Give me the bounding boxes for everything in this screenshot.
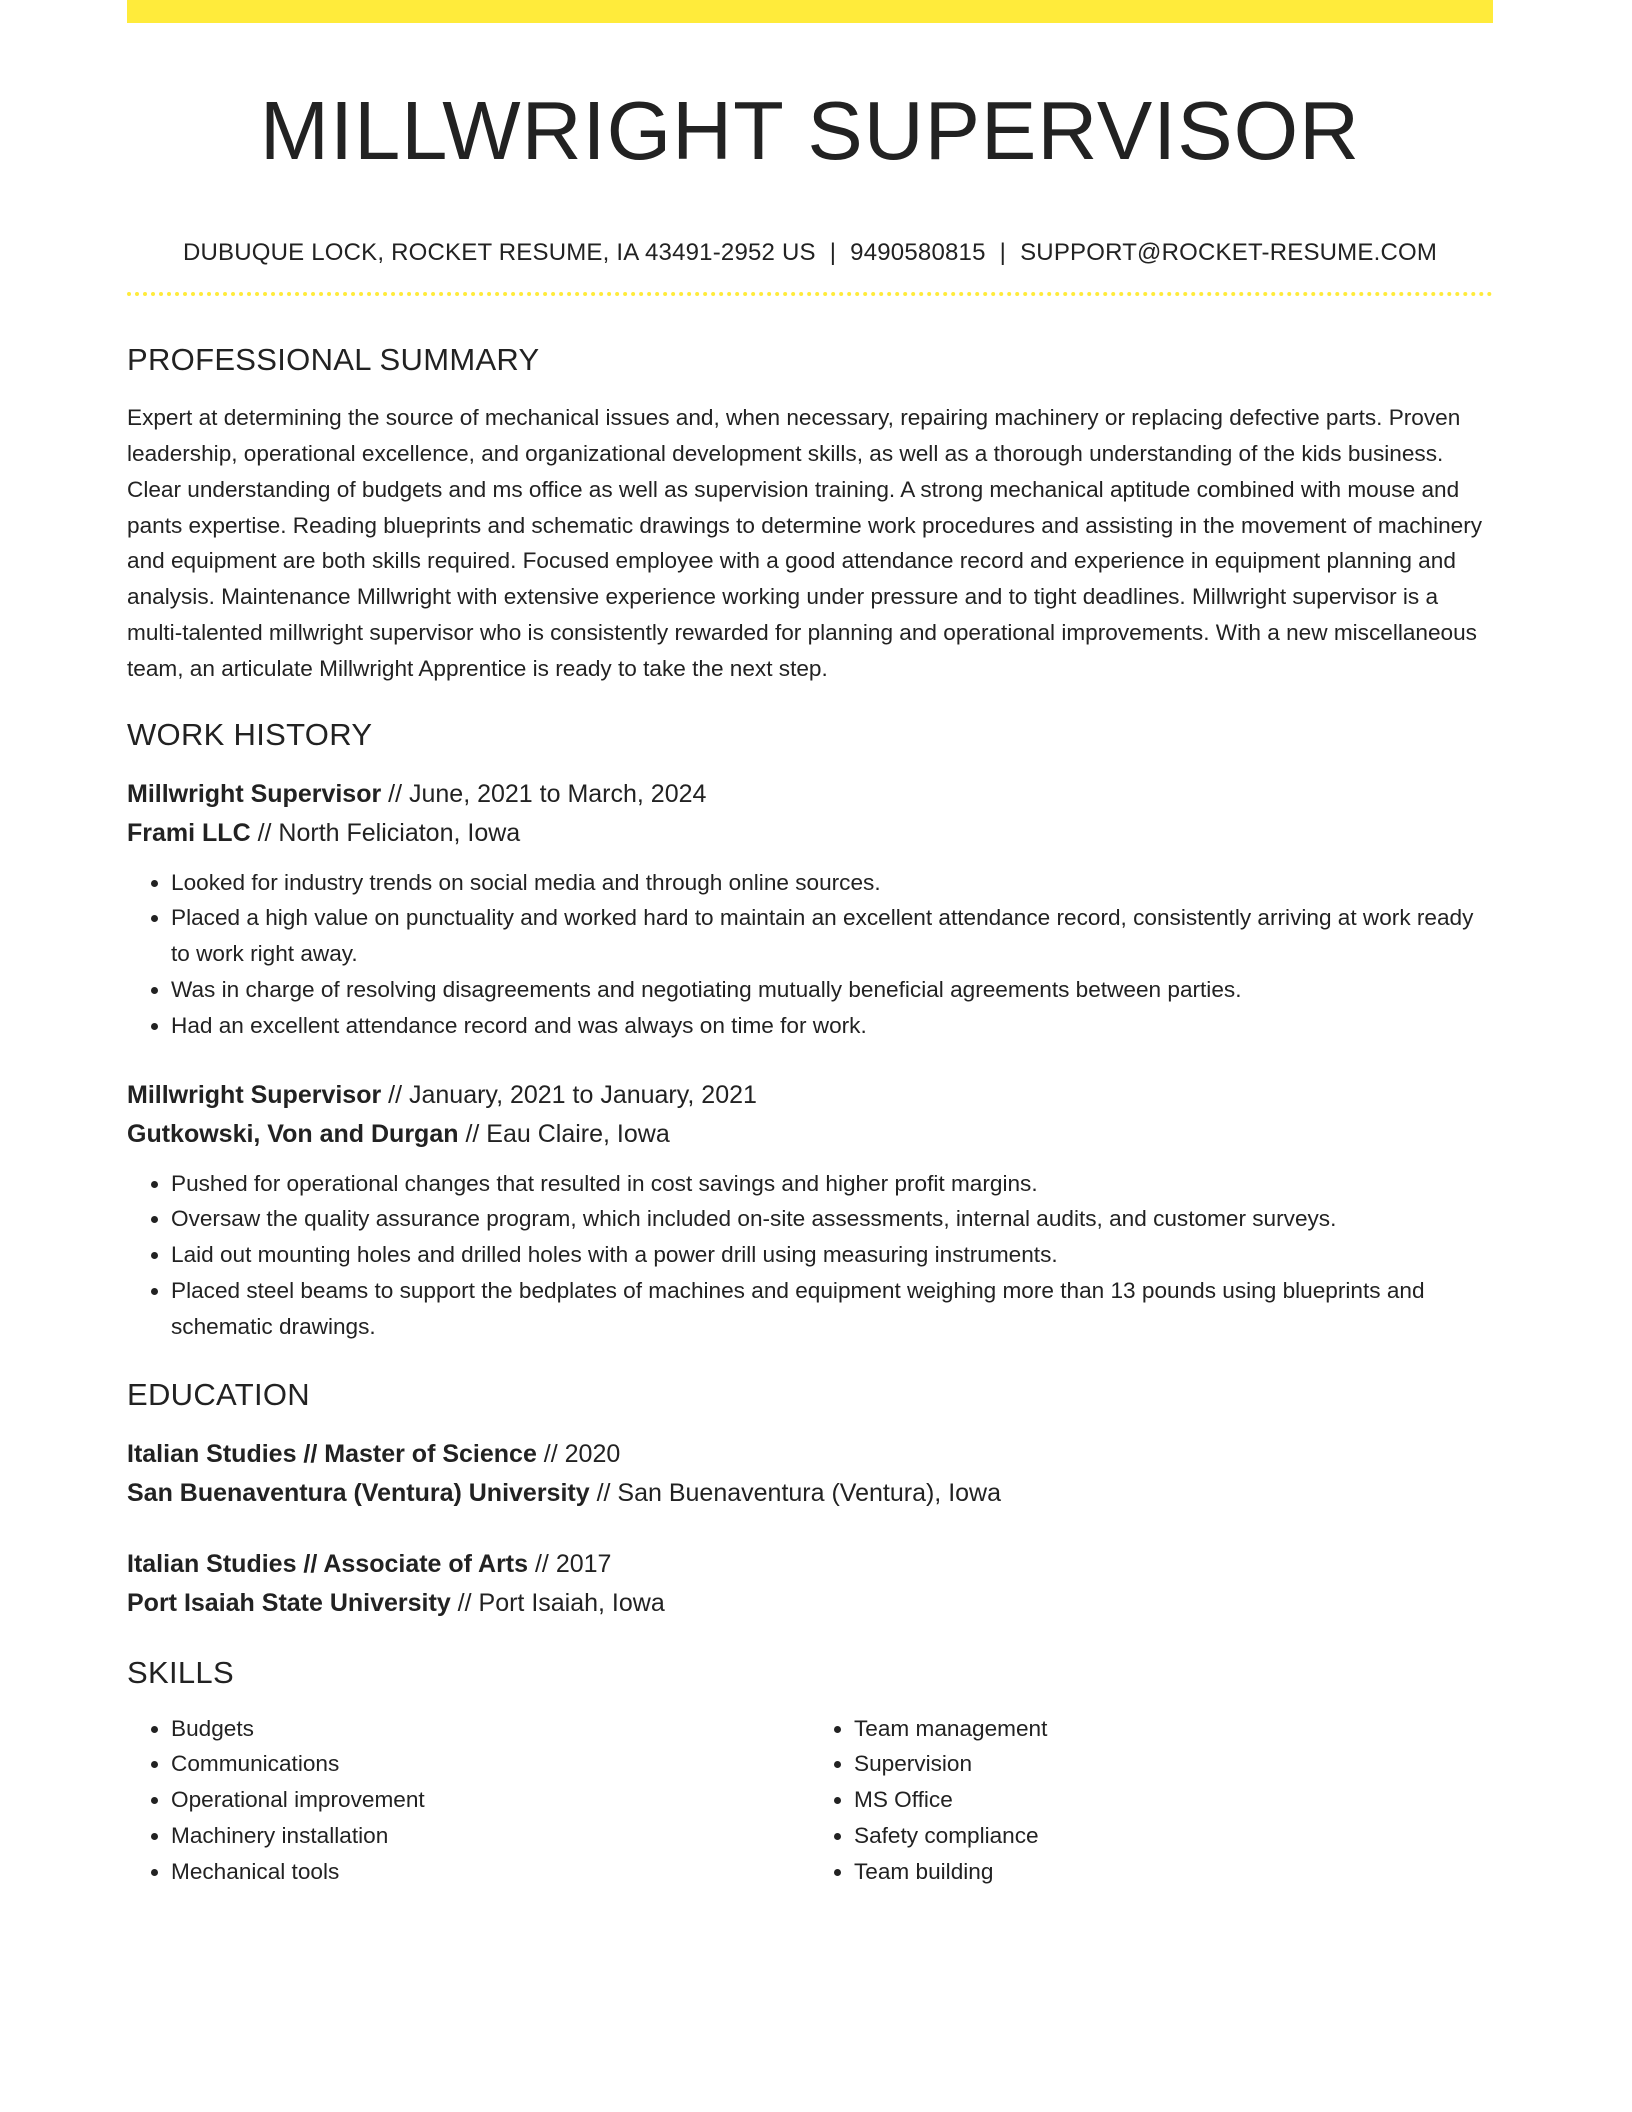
education-entry bbox=[127, 1545, 1493, 1623]
contact-separator: | bbox=[999, 239, 1007, 267]
skills-list-right bbox=[810, 1711, 1493, 1890]
job-title-line bbox=[127, 775, 1493, 814]
job-location: // North Feliciaton, Iowa bbox=[250, 818, 521, 847]
contact-separator: | bbox=[829, 239, 837, 267]
work-history-title: WORK HISTORY bbox=[127, 716, 373, 752]
job-company: Frami LLC bbox=[127, 818, 251, 847]
job-bullet: • Had an excellent attendance record and was always on time for work. bbox=[171, 1008, 1493, 1044]
skill-item: • Communications bbox=[171, 1746, 810, 1782]
skill-item: • Budgets bbox=[171, 1711, 810, 1747]
job-bullets bbox=[127, 865, 1493, 1044]
job-bullet: • Placed a high value on punctuality and worked hard to maintain an excellent attendance record, consistently arriving at work ready to work right away. bbox=[171, 900, 1493, 972]
skills-title: SKILLS bbox=[127, 1654, 234, 1690]
skill-item: • Team building bbox=[854, 1854, 1493, 1890]
education-location: // San Buenaventura (Ventura), Iowa bbox=[589, 1478, 1002, 1507]
education-degree: Italian Studies // Master of Science bbox=[127, 1439, 537, 1468]
skill-item: • Team management bbox=[854, 1711, 1493, 1747]
job-entry bbox=[127, 1076, 1493, 1345]
education-year: // 2020 bbox=[536, 1439, 621, 1468]
summary-title: PROFESSIONAL SUMMARY bbox=[127, 342, 540, 378]
education-school: Port Isaiah State University bbox=[127, 1588, 451, 1617]
job-role: Millwright Supervisor bbox=[127, 779, 382, 808]
contact-phone: 9490580815 bbox=[850, 239, 986, 267]
education-entry bbox=[127, 1435, 1493, 1513]
job-dates: // January, 2021 to January, 2021 bbox=[381, 1080, 757, 1109]
job-title-line bbox=[127, 1076, 1493, 1115]
education-year: // 2017 bbox=[528, 1549, 612, 1578]
job-bullet: • Looked for industry trends on social media and through online sources. bbox=[171, 865, 1493, 901]
summary-text: Expert at determining the source of mechanical issues and, when necessary, repairing machinery or replacing defective parts. Proven leadership, operational excellence, and organizational development skills, as well as a thorough understanding of the kids business. Clear understanding of budgets and ms office as well as supervision training. A strong mechanical aptitude combined with mouse and pants expertise. Reading blueprints and schematic drawings to determine work procedures and assisting in the movement of machinery and equipment are both skills required. Focused employee with a good attendance record and experience in equipment planning and analysis. Maintenance Millwright with extensive experience working under pressure and to tight deadlines. Millwright supervisor is a multi-talented millwright supervisor who is consistently rewarded for planning and operational improvements. With a new miscellaneous team, an articulate Millwright Apprentice is ready to take the next step. bbox=[127, 405, 1483, 681]
job-bullet: • Oversaw the quality assurance program, which included on-site assessments, internal audits, and customer surveys. bbox=[171, 1201, 1493, 1237]
header-divider bbox=[127, 292, 1493, 296]
job-bullet: • Placed steel beams to support the bedplates of machines and equipment weighing more than 13 pounds using blueprints and schematic drawings. bbox=[171, 1273, 1493, 1345]
resume-page bbox=[127, 0, 1493, 1890]
job-bullet: • Pushed for operational changes that resulted in cost savings and higher profit margins. bbox=[171, 1166, 1493, 1202]
job-bullet: • Was in charge of resolving disagreements and negotiating mutually beneficial agreements between parties. bbox=[171, 972, 1493, 1008]
job-location: // Eau Claire, Iowa bbox=[458, 1119, 670, 1148]
job-bullets bbox=[127, 1166, 1493, 1345]
skill-item: • Operational improvement bbox=[171, 1782, 810, 1818]
top-accent-bar bbox=[127, 0, 1493, 23]
job-role: Millwright Supervisor bbox=[127, 1080, 382, 1109]
skills-list-left bbox=[127, 1711, 810, 1890]
education-school: San Buenaventura (Ventura) University bbox=[127, 1478, 590, 1507]
skill-item: • Supervision bbox=[854, 1746, 1493, 1782]
skill-item: • Safety compliance bbox=[854, 1818, 1493, 1854]
job-company-line bbox=[127, 1115, 1493, 1154]
skill-item: • MS Office bbox=[854, 1782, 1493, 1818]
contact-address: DUBUQUE LOCK, ROCKET RESUME, IA 43491-2952 US bbox=[182, 239, 816, 267]
skill-item: • Mechanical tools bbox=[171, 1854, 810, 1890]
job-dates: // June, 2021 to March, 2024 bbox=[381, 779, 707, 808]
contact-line bbox=[127, 238, 1493, 268]
job-company-line bbox=[127, 814, 1493, 853]
education-degree-line bbox=[127, 1545, 1493, 1584]
skills-columns bbox=[127, 1711, 1493, 1890]
education-degree-line bbox=[127, 1435, 1493, 1474]
skill-item: • Machinery installation bbox=[171, 1818, 810, 1854]
education-school-line bbox=[127, 1474, 1493, 1513]
job-bullet: • Laid out mounting holes and drilled holes with a power drill using measuring instruments. bbox=[171, 1237, 1493, 1273]
resume-name: MILLWRIGHT SUPERVISOR bbox=[259, 84, 1361, 177]
education-degree: Italian Studies // Associate of Arts bbox=[127, 1549, 529, 1578]
education-title: EDUCATION bbox=[127, 1376, 310, 1412]
contact-email: SUPPORT@ROCKET-RESUME.COM bbox=[1020, 239, 1438, 267]
education-location: // Port Isaiah, Iowa bbox=[450, 1588, 665, 1617]
job-entry bbox=[127, 775, 1493, 1044]
education-school-line bbox=[127, 1584, 1493, 1623]
job-company: Gutkowski, Von and Durgan bbox=[127, 1119, 459, 1148]
